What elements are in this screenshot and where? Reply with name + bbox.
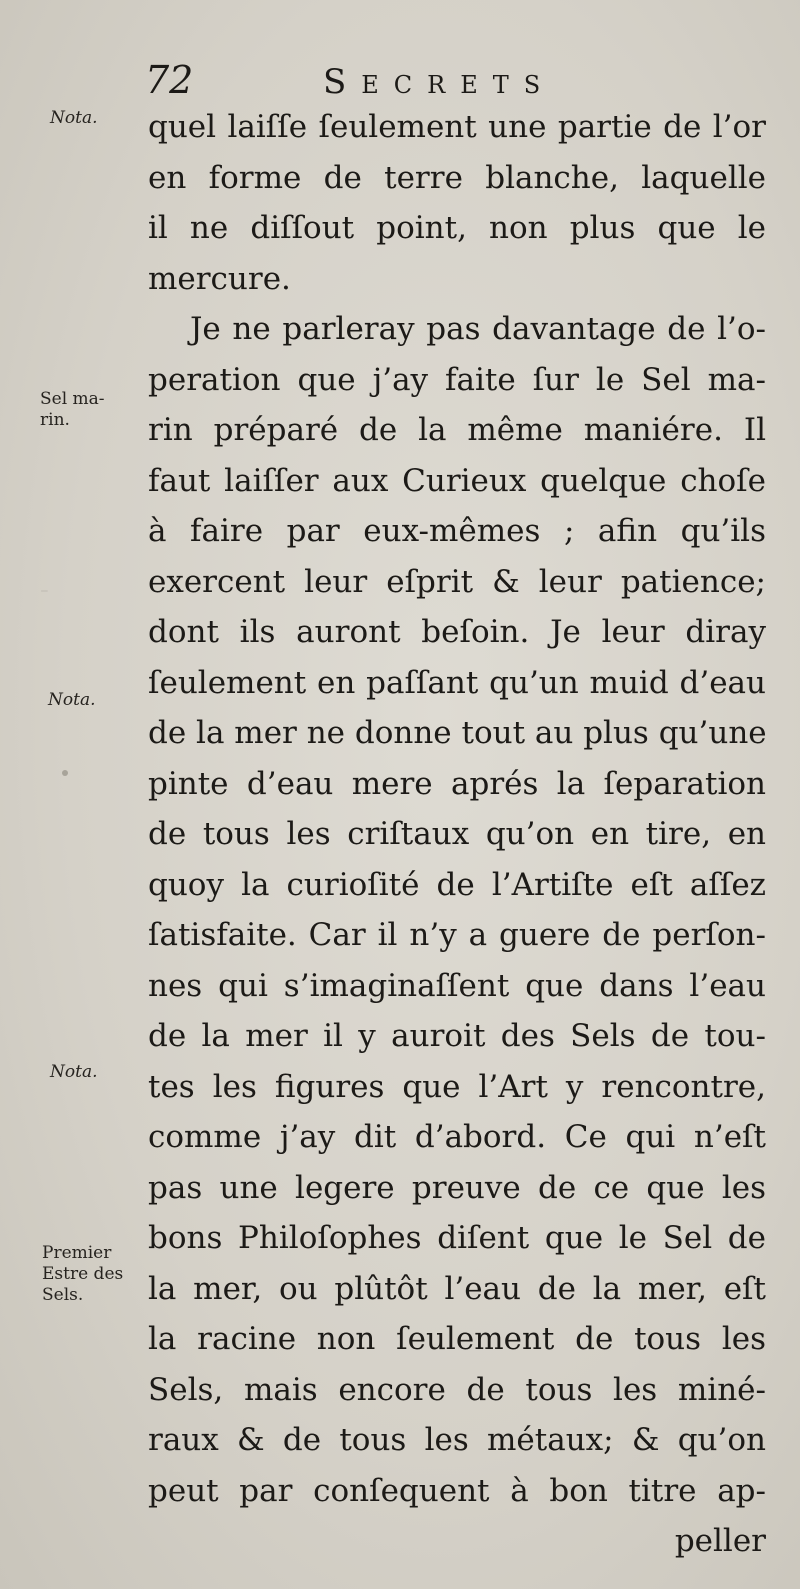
text-line: quoy la curioſité de l’Artiſte eſt aſſez — [148, 866, 766, 903]
text-line: de la mer ne donne tout au plus qu’une — [148, 715, 767, 751]
text-line: dont ils auront beſoin. Je leur diray — [148, 614, 766, 650]
text-line: Je ne parleray pas davantage de l’o- — [190, 311, 766, 347]
paper-speck — [62, 770, 68, 776]
margin-note-sel-marin: Sel ma- rin. — [40, 389, 105, 430]
text-line: quel laiſſe ſeulement une partie de l’or — [148, 109, 766, 145]
text-line: de la mer il y auroit des Sels de tou- — [148, 1018, 766, 1054]
text-line: en forme de terre blanche, laquelle — [148, 159, 766, 196]
text-line: à faire par eux-mêmes ; afin qu’ils — [148, 513, 766, 549]
text-line: la mer, ou plûtôt l’eau de la mer, eſt — [148, 1270, 766, 1307]
text-line: comme j’ay dit d’abord. Ce qui n’eſt — [148, 1119, 766, 1155]
text-line: tes les figures que l’Art y rencontre, — [148, 1068, 766, 1105]
text-line: rin préparé de la même maniére. Il — [148, 412, 766, 448]
text-line: mercure. — [148, 260, 291, 297]
text-line: Sels, mais encore de tous les miné- — [148, 1371, 766, 1408]
running-title: Secrets — [323, 62, 556, 102]
text-line: faut laiſſer aux Curieux quelque choſe — [148, 462, 766, 499]
text-line: pas une legere preuve de ce que les — [148, 1169, 766, 1206]
margin-note-nota-3: Nota. — [50, 1062, 98, 1082]
margin-note-nota-1: Nota. — [50, 108, 98, 128]
page-number: 72 — [145, 58, 194, 102]
page-header — [145, 58, 765, 106]
text-line: ſeulement en paſſant qu’un muid d’eau — [148, 664, 766, 701]
text-line: exercent leur eſprit & leur patience; — [148, 563, 766, 600]
text-line: de tous les criſtaux qu’on en tire, en — [148, 816, 766, 852]
catchword: peller — [674, 1523, 766, 1559]
text-line: il ne diſſout point, non plus que le — [148, 210, 766, 246]
body-text — [148, 102, 766, 1567]
text-line: bons Philoſophes diſent que le Sel de — [148, 1220, 766, 1256]
text-line: ſatisfaite. Car il n’y a guere de perſon- — [148, 917, 766, 953]
margin-note-nota-2: Nota. — [48, 690, 96, 710]
text-line: pinte d’eau mere aprés la ſeparation — [148, 765, 766, 802]
text-line: raux & de tous les métaux; & qu’on — [148, 1422, 766, 1458]
text-line: peut par conſequent à bon titre ap- — [148, 1472, 766, 1509]
margin-note-premier-estre: Premier Estre des Sels. — [42, 1243, 124, 1305]
text-line: nes qui s’imaginaſſent que dans l’eau — [148, 967, 766, 1004]
text-line: peration que j’ay faite ſur le Sel ma- — [148, 361, 766, 398]
show-through-text: ‑ — [40, 575, 49, 605]
text-line: la racine non ſeulement de tous les — [148, 1321, 766, 1357]
